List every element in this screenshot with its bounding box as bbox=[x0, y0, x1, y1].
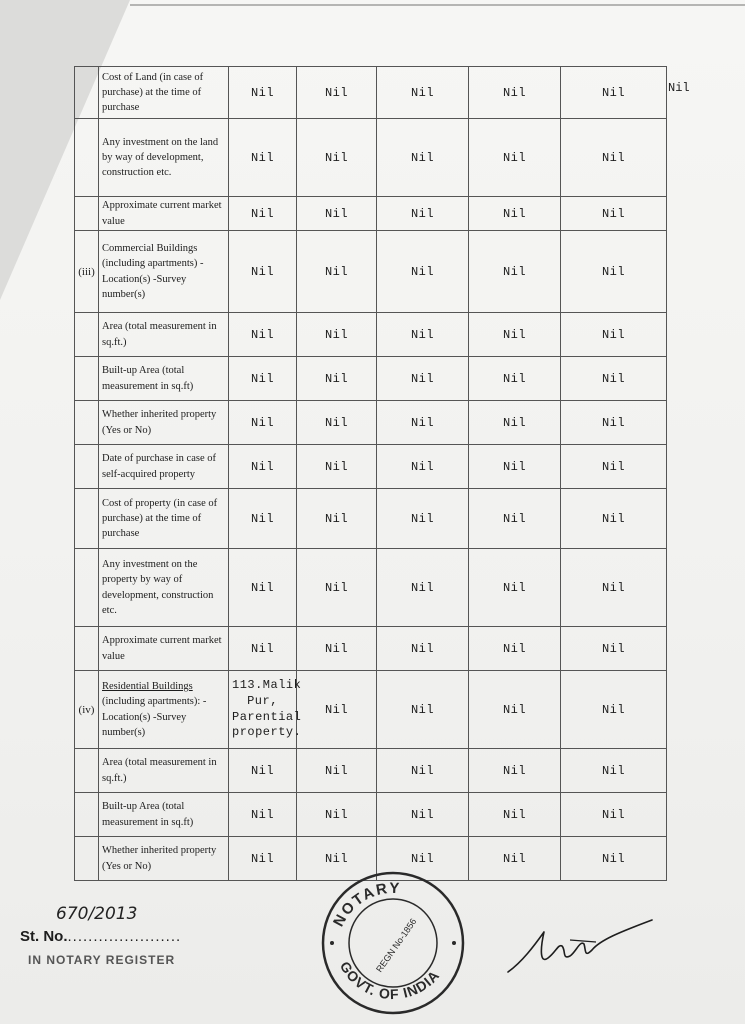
value-cell: Nil bbox=[297, 749, 377, 793]
row-label: Whether inherited property (Yes or No) bbox=[99, 837, 229, 881]
row-number bbox=[75, 197, 99, 231]
value-cell: Nil bbox=[297, 231, 377, 313]
svg-text:GOVT. OF INDIA bbox=[337, 959, 443, 1003]
value-cell: Nil bbox=[229, 445, 297, 489]
table-row bbox=[75, 197, 667, 231]
value-cell: Nil bbox=[377, 401, 469, 445]
value-cell: Nil bbox=[377, 67, 469, 119]
value-cell: Nil bbox=[297, 119, 377, 197]
row-label: Commercial Buildings (including apartments) -Location(s) -Survey number(s) bbox=[99, 231, 229, 313]
value-cell: Nil bbox=[561, 67, 667, 119]
row-number bbox=[75, 837, 99, 881]
row-label: Built-up Area (total measurement in sq.ft) bbox=[99, 357, 229, 401]
value-cell: Nil bbox=[469, 197, 561, 231]
row-number bbox=[75, 357, 99, 401]
row-label: Area (total measurement in sq.ft.) bbox=[99, 749, 229, 793]
row-label: Cost of Land (in case of purchase) at the time of purchase bbox=[99, 67, 229, 119]
stamp-bottom-text: GOVT. OF INDIA bbox=[336, 958, 443, 1003]
value-cell: Nil bbox=[469, 231, 561, 313]
value-cell: Nil bbox=[561, 357, 667, 401]
value-cell: Nil bbox=[469, 671, 561, 749]
table-row bbox=[75, 489, 667, 549]
value-cell: Nil bbox=[561, 749, 667, 793]
value-cell: Nil bbox=[377, 357, 469, 401]
value-cell: Nil bbox=[561, 489, 667, 549]
row-number bbox=[75, 67, 99, 119]
value-cell: Nil bbox=[377, 671, 469, 749]
value-cell: Nil bbox=[561, 445, 667, 489]
row-number bbox=[75, 313, 99, 357]
table-row bbox=[75, 357, 667, 401]
serial-dots: ...................... bbox=[67, 928, 182, 945]
row-number bbox=[75, 793, 99, 837]
value-cell: Nil bbox=[377, 197, 469, 231]
value-cell: Nil bbox=[229, 119, 297, 197]
row-label: Approximate current market value bbox=[99, 627, 229, 671]
value-cell: Nil bbox=[469, 489, 561, 549]
value-cell: Nil bbox=[297, 793, 377, 837]
serial-label: St. No. bbox=[20, 928, 68, 945]
value-cell: Nil bbox=[561, 549, 667, 627]
row-number bbox=[75, 489, 99, 549]
value-cell: Nil bbox=[377, 627, 469, 671]
value-cell: Nil bbox=[297, 445, 377, 489]
value-cell: Nil bbox=[561, 401, 667, 445]
serial-number: 670/2013 bbox=[56, 904, 138, 924]
value-cell: Nil bbox=[297, 627, 377, 671]
value-cell: Nil bbox=[377, 749, 469, 793]
value-cell: Nil bbox=[469, 549, 561, 627]
value-cell: Nil bbox=[229, 313, 297, 357]
value-cell: Nil bbox=[561, 119, 667, 197]
value-cell: Nil bbox=[469, 627, 561, 671]
serial-label-line bbox=[20, 928, 181, 945]
value-cell: Nil bbox=[297, 357, 377, 401]
value-cell: Nil bbox=[561, 793, 667, 837]
value-cell: Nil bbox=[377, 793, 469, 837]
value-cell: Nil bbox=[297, 67, 377, 119]
value-cell: Nil bbox=[297, 313, 377, 357]
row-label: Built-up Area (total measurement in sq.ft) bbox=[99, 793, 229, 837]
table-row bbox=[75, 549, 667, 627]
value-cell: Nil bbox=[377, 231, 469, 313]
row-label-text: (including apartments): -Location(s) -Survey number(s) bbox=[102, 696, 207, 738]
row-number bbox=[75, 119, 99, 197]
value-cell: Nil bbox=[377, 837, 469, 881]
row-label-title: Residential Buildings bbox=[102, 681, 193, 693]
value-cell: Nil bbox=[469, 67, 561, 119]
row-number bbox=[75, 749, 99, 793]
value-cell: Nil bbox=[377, 489, 469, 549]
value-cell: Nil bbox=[561, 671, 667, 749]
row-number bbox=[75, 549, 99, 627]
value-cell: Nil bbox=[561, 627, 667, 671]
value-cell: Nil bbox=[561, 231, 667, 313]
row-label: Any investment on the land by way of development, construction etc. bbox=[99, 119, 229, 197]
row-number bbox=[75, 401, 99, 445]
stamp-regn: REGN No-1856 bbox=[374, 916, 419, 974]
value-cell: Nil bbox=[229, 489, 297, 549]
table-row bbox=[75, 67, 667, 119]
value-cell: Nil bbox=[377, 549, 469, 627]
value-cell: Nil bbox=[469, 401, 561, 445]
value-cell: Nil bbox=[229, 67, 297, 119]
value-cell: Nil bbox=[469, 313, 561, 357]
value-cell: Nil bbox=[297, 549, 377, 627]
row-label: Whether inherited property (Yes or No) bbox=[99, 401, 229, 445]
table-row bbox=[75, 445, 667, 489]
property-table bbox=[74, 66, 667, 881]
value-cell: Nil bbox=[229, 627, 297, 671]
value-cell: Nil bbox=[297, 671, 377, 749]
value-cell: Nil bbox=[469, 357, 561, 401]
value-cell: Nil bbox=[469, 749, 561, 793]
table-row bbox=[75, 627, 667, 671]
value-cell: Nil bbox=[229, 837, 297, 881]
value-cell: Nil bbox=[377, 119, 469, 197]
value-cell: Nil bbox=[229, 749, 297, 793]
top-edge-line bbox=[130, 4, 745, 6]
table-row bbox=[75, 119, 667, 197]
row-label: Cost of property (in case of purchase) at the time of purchase bbox=[99, 489, 229, 549]
row-number bbox=[75, 627, 99, 671]
value-cell: Nil bbox=[561, 837, 667, 881]
value-cell: Nil bbox=[469, 793, 561, 837]
table-row bbox=[75, 671, 667, 749]
value-cell: Nil bbox=[229, 549, 297, 627]
row-number: (iii) bbox=[75, 231, 99, 313]
value-cell: Nil bbox=[561, 197, 667, 231]
row-label: Any investment on the property by way of development, construction etc. bbox=[99, 549, 229, 627]
asset-declaration-table bbox=[74, 66, 666, 880]
value-cell: Nil bbox=[469, 119, 561, 197]
table-row bbox=[75, 793, 667, 837]
row-number bbox=[75, 445, 99, 489]
value-cell: Nil bbox=[377, 313, 469, 357]
row-label bbox=[99, 671, 229, 749]
value-cell: Nil bbox=[561, 313, 667, 357]
value-cell: Nil bbox=[229, 197, 297, 231]
value-cell: Nil bbox=[229, 231, 297, 313]
value-cell: Nil bbox=[229, 401, 297, 445]
row-label: Approximate current market value bbox=[99, 197, 229, 231]
value-cell: Nil bbox=[377, 445, 469, 489]
value-cell: Nil bbox=[469, 837, 561, 881]
register-text: IN NOTARY REGISTER bbox=[28, 953, 176, 967]
value-cell: Nil bbox=[297, 489, 377, 549]
value-cell: Nil bbox=[297, 197, 377, 231]
value-cell: 113.Malik Pur, Parential property. bbox=[229, 671, 297, 749]
value-cell: Nil bbox=[229, 793, 297, 837]
table-row bbox=[75, 313, 667, 357]
stamp-top-text: NOTARY bbox=[330, 879, 402, 930]
signature bbox=[500, 910, 660, 980]
row-number: (iv) bbox=[75, 671, 99, 749]
stray-nil-value: Nil bbox=[668, 81, 690, 95]
table-row bbox=[75, 749, 667, 793]
value-cell: Nil bbox=[297, 837, 377, 881]
value-cell: Nil bbox=[297, 401, 377, 445]
svg-text:NOTARY bbox=[330, 880, 402, 930]
notary-stamp bbox=[320, 870, 466, 1016]
value-cell: Nil bbox=[229, 357, 297, 401]
row-label: Area (total measurement in sq.ft.) bbox=[99, 313, 229, 357]
table-row bbox=[75, 231, 667, 313]
value-cell: Nil bbox=[469, 445, 561, 489]
table-row bbox=[75, 401, 667, 445]
row-label: Date of purchase in case of self-acquired property bbox=[99, 445, 229, 489]
